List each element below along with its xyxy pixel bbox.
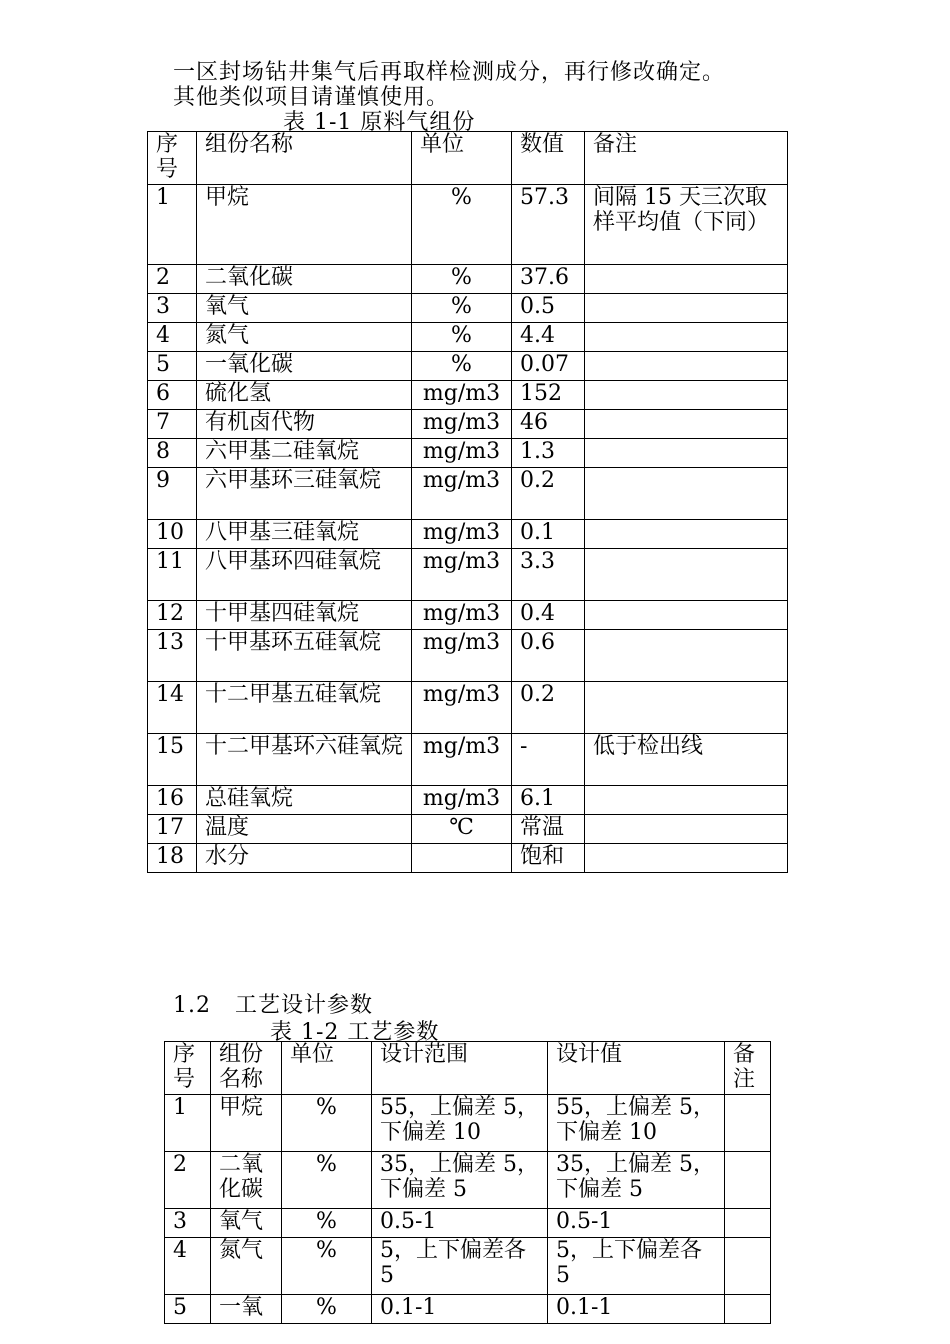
- table2-cell: 1: [165, 1095, 211, 1152]
- intro-line-1: 一区封场钻井集气后再取样检测成分，再行修改确定。: [173, 60, 726, 85]
- table1-cell: 14: [148, 682, 197, 734]
- table1-header-cell: 组份名称: [197, 132, 412, 185]
- table1-cell: 16: [148, 786, 197, 815]
- table1-cell: 八甲基环四硅氧烷: [197, 549, 412, 601]
- table2-header-cell: 设计范围: [372, 1042, 548, 1095]
- table1-cell: 37.6: [512, 265, 585, 294]
- table1-cell: %: [412, 352, 512, 381]
- table1-cell: 8: [148, 439, 197, 468]
- table1-header-cell: 数值: [512, 132, 585, 185]
- table1-cell: 一氧化碳: [197, 352, 412, 381]
- table1-cell: %: [412, 294, 512, 323]
- table2-cell: [725, 1238, 771, 1295]
- table1-row: [148, 682, 788, 734]
- table1-cell: 水分: [197, 844, 412, 873]
- table1-row: [148, 601, 788, 630]
- table1-cell: -: [512, 734, 585, 786]
- table2-cell: 55，上偏差 5，下偏差 10: [372, 1095, 548, 1152]
- table2-cell: 35，上偏差 5，下偏差 5: [372, 1152, 548, 1209]
- table1-cell: 十二甲基五硅氧烷: [197, 682, 412, 734]
- table1-cell: 3.3: [512, 549, 585, 601]
- table2-cell: 5: [165, 1295, 211, 1324]
- table1-cell: mg/m3: [412, 682, 512, 734]
- table1-row: [148, 439, 788, 468]
- table1-cell: [585, 352, 788, 381]
- table1-cell: [585, 323, 788, 352]
- table1-cell: 甲烷: [197, 185, 412, 265]
- table2-row: [165, 1295, 771, 1324]
- section-number: 1.2: [173, 993, 211, 1018]
- table2-cell: 氮气: [211, 1238, 282, 1295]
- table1-row: [148, 265, 788, 294]
- table1-cell: 9: [148, 468, 197, 520]
- table1-row: [148, 185, 788, 265]
- table1-cell: 氮气: [197, 323, 412, 352]
- table2-cell: 55，上偏差 5，下偏差 10: [548, 1095, 725, 1152]
- table2-cell: [725, 1295, 771, 1324]
- table1-cell: 57.3: [512, 185, 585, 265]
- table2-cell: [725, 1095, 771, 1152]
- table1-cell: 常温: [512, 815, 585, 844]
- table2-cell: 35，上偏差 5，下偏差 5: [548, 1152, 725, 1209]
- table1-cell: 0.4: [512, 601, 585, 630]
- table1-cell: 1.3: [512, 439, 585, 468]
- table2-cell: 0.5-1: [548, 1209, 725, 1238]
- table2-cell: %: [282, 1295, 372, 1324]
- table1-cell: [585, 439, 788, 468]
- table1-cell: 硫化氢: [197, 381, 412, 410]
- table1-cell: %: [412, 323, 512, 352]
- table1-cell: 4.4: [512, 323, 585, 352]
- table1-cell: mg/m3: [412, 549, 512, 601]
- table1-cell: [585, 410, 788, 439]
- table1-cell: mg/m3: [412, 410, 512, 439]
- table1-cell: [585, 815, 788, 844]
- table2-cell: 二氧化碳: [211, 1152, 282, 1209]
- table1-row: [148, 734, 788, 786]
- table1-cell: 饱和: [512, 844, 585, 873]
- table1-cell: 10: [148, 520, 197, 549]
- table2-caption: 表 1-2 工艺参数: [270, 1020, 440, 1045]
- table2-cell: %: [282, 1209, 372, 1238]
- table2-row: [165, 1152, 771, 1209]
- table1-row: [148, 468, 788, 520]
- table1-row: [148, 815, 788, 844]
- table2-cell: 2: [165, 1152, 211, 1209]
- table1-cell: [585, 630, 788, 682]
- intro-line-2: 其他类似项目请谨慎使用。: [173, 85, 450, 110]
- table1-row: [148, 549, 788, 601]
- table1-cell: mg/m3: [412, 734, 512, 786]
- table2-cell: %: [282, 1152, 372, 1209]
- table1-cell: 氧气: [197, 294, 412, 323]
- table2-cell: 4: [165, 1238, 211, 1295]
- table1-header-cell: 单位: [412, 132, 512, 185]
- table1-cell: 11: [148, 549, 197, 601]
- table1-cell: mg/m3: [412, 439, 512, 468]
- table1-cell: 13: [148, 630, 197, 682]
- table1-cell: 3: [148, 294, 197, 323]
- table1-cell: 八甲基三硅氧烷: [197, 520, 412, 549]
- raw-gas-composition-table: [147, 131, 788, 873]
- table1-cell: 18: [148, 844, 197, 873]
- table2-header-row: [165, 1042, 771, 1095]
- table1-row: [148, 352, 788, 381]
- table1-cell: 152: [512, 381, 585, 410]
- table1-cell: 0.1: [512, 520, 585, 549]
- table2-cell: 甲烷: [211, 1095, 282, 1152]
- table1-cell: 0.2: [512, 682, 585, 734]
- table2-header-cell: 单位: [282, 1042, 372, 1095]
- table1-cell: 1: [148, 185, 197, 265]
- table1-cell: 十二甲基环六硅氧烷: [197, 734, 412, 786]
- table1-cell: 0.6: [512, 630, 585, 682]
- process-parameters-table: [164, 1041, 771, 1324]
- table1-cell: [585, 265, 788, 294]
- table1-cell: %: [412, 185, 512, 265]
- table2-cell: 0.1-1: [548, 1295, 725, 1324]
- table1-cell: 间隔 15 天三次取样平均值（下同）: [585, 185, 788, 265]
- table1-cell: 六甲基环三硅氧烷: [197, 468, 412, 520]
- table1-cell: 温度: [197, 815, 412, 844]
- table1-cell: 17: [148, 815, 197, 844]
- table2-cell: 5，上下偏差各 5: [372, 1238, 548, 1295]
- table2-cell: 0.5-1: [372, 1209, 548, 1238]
- table1-cell: 5: [148, 352, 197, 381]
- table1-cell: 六甲基二硅氧烷: [197, 439, 412, 468]
- table1-header-cell: 序号: [148, 132, 197, 185]
- table1-row: [148, 520, 788, 549]
- table1-row: [148, 630, 788, 682]
- table1-row: [148, 786, 788, 815]
- table2-cell: %: [282, 1238, 372, 1295]
- table1-cell: 46: [512, 410, 585, 439]
- table2-cell: %: [282, 1095, 372, 1152]
- table2-cell: 氧气: [211, 1209, 282, 1238]
- table1-cell: 0.2: [512, 468, 585, 520]
- table1-cell: [585, 468, 788, 520]
- table1-cell: mg/m3: [412, 630, 512, 682]
- table1-cell: 十甲基环五硅氧烷: [197, 630, 412, 682]
- table1-cell: mg/m3: [412, 520, 512, 549]
- table1-cell: [585, 682, 788, 734]
- table1-row: [148, 844, 788, 873]
- table1-cell: 低于检出线: [585, 734, 788, 786]
- table1-cell: [585, 381, 788, 410]
- table1-cell: 0.5: [512, 294, 585, 323]
- table2-cell: [725, 1152, 771, 1209]
- table1-cell: [585, 786, 788, 815]
- table1-cell: 0.07: [512, 352, 585, 381]
- table2-cell: 3: [165, 1209, 211, 1238]
- table2-header-cell: 序号: [165, 1042, 211, 1095]
- table1-cell: 4: [148, 323, 197, 352]
- table2-cell: [725, 1209, 771, 1238]
- table2-cell: 5，上下偏差各 5: [548, 1238, 725, 1295]
- table1-cell: [585, 549, 788, 601]
- table2-row: [165, 1209, 771, 1238]
- table1-cell: mg/m3: [412, 381, 512, 410]
- table2-row: [165, 1238, 771, 1295]
- table1-cell: 有机卤代物: [197, 410, 412, 439]
- table1-cell: 总硅氧烷: [197, 786, 412, 815]
- table2-row: [165, 1095, 771, 1152]
- table1-cell: mg/m3: [412, 601, 512, 630]
- table1-cell: 7: [148, 410, 197, 439]
- table1-cell: 6.1: [512, 786, 585, 815]
- table1-cell: [585, 601, 788, 630]
- table1-cell: mg/m3: [412, 786, 512, 815]
- table2-cell: 0.1-1: [372, 1295, 548, 1324]
- table1-cell: 12: [148, 601, 197, 630]
- table2-cell: 一氧: [211, 1295, 282, 1324]
- table1-caption: 表 1-1 原料气组份: [283, 110, 476, 135]
- table1-row: [148, 381, 788, 410]
- table1-row: [148, 294, 788, 323]
- table1-cell: [585, 520, 788, 549]
- table1-cell: [585, 294, 788, 323]
- table1-cell: 2: [148, 265, 197, 294]
- table1-cell: 6: [148, 381, 197, 410]
- table2-header-cell: 设计值: [548, 1042, 725, 1095]
- table1-row: [148, 323, 788, 352]
- table1-cell: 十甲基四硅氧烷: [197, 601, 412, 630]
- table1-cell: 二氧化碳: [197, 265, 412, 294]
- table1-header-cell: 备注: [585, 132, 788, 185]
- table1-cell: [412, 844, 512, 873]
- section-title: 工艺设计参数: [234, 993, 373, 1018]
- table1-cell: ℃: [412, 815, 512, 844]
- table1-cell: [585, 844, 788, 873]
- table1-row: [148, 410, 788, 439]
- table1-cell: mg/m3: [412, 468, 512, 520]
- table1-cell: 15: [148, 734, 197, 786]
- table1-header-row: [148, 132, 788, 185]
- table1-cell: %: [412, 265, 512, 294]
- table2-header-cell: 组份名称: [211, 1042, 282, 1095]
- table2-header-cell: 备注: [725, 1042, 771, 1095]
